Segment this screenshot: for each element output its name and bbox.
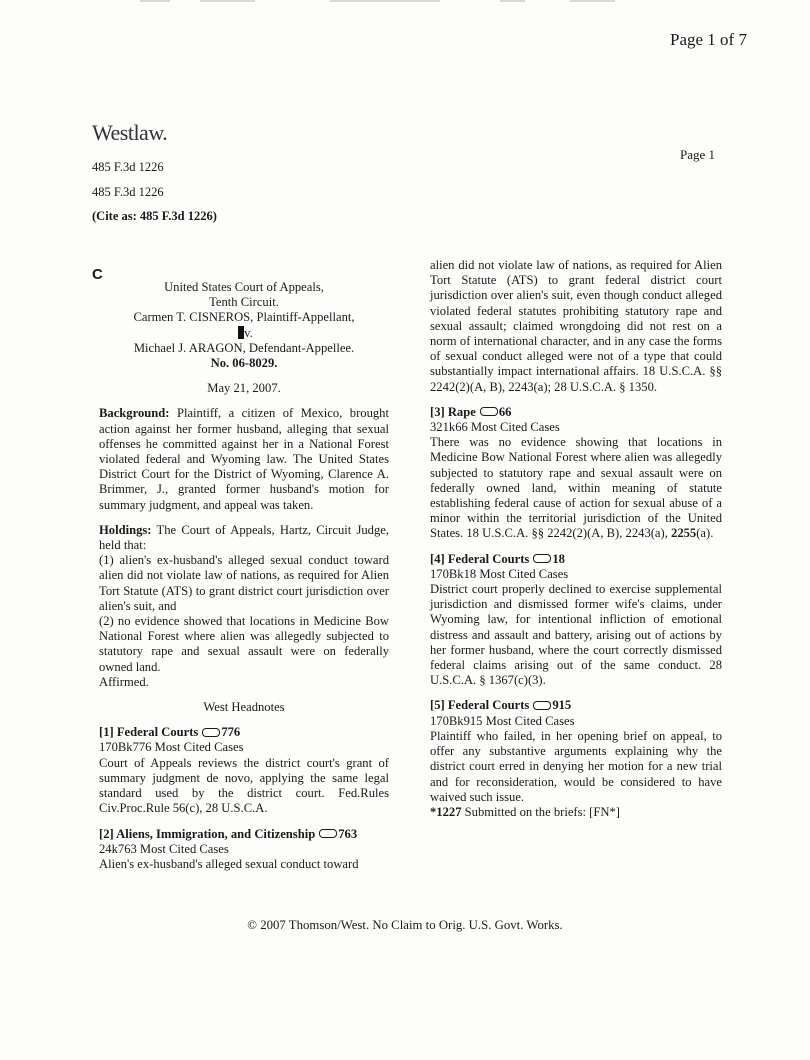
logo-dot: . [162,120,168,145]
headnote-text: Court of Appeals reviews the district court's grant of summary judgment de novo, applying the same legal standard used by the district court. Fed.Rules Civ.Proc.Rule 56(c), 28 U.S.C.A. [99,755,389,816]
headnote [99,827,389,873]
headnote-title[interactable]: [3] Rape 66 [430,404,512,419]
key-number-icon [319,829,337,838]
scan-artifact [500,0,525,2]
holdings-intro: Holdings: The Court of Appeals, Hartz, Circuit Judge, held that: [99,522,390,553]
key-number-icon [533,701,551,710]
key-number-icon [202,728,220,737]
headnote [430,405,722,542]
headnote-text: District court properly declined to exercise supplemental jurisdiction and dismissed former wife's claims, under Wyoming law, for intentional infliction of emotional distress and assault and battery, arising out of actions by her former husband, where the court correctly dismissed federal claims arising out of the same conduct. 28 U.S.C.A. § 1367(c)(3). [430,582,722,688]
headnote-title[interactable]: [5] Federal Courts 915 [430,698,572,713]
holding-item: (2) no evidence showed that locations in Medicine Bow National Forest where alien was allegedly subjected to statutory rape and sexual assault were on federally owned land. [99,614,389,674]
right-column [430,258,722,820]
westlaw-logo [92,120,167,146]
headnote [430,552,722,689]
defendant: Michael J. ARAGON, Defendant-Appellee. [133,340,355,355]
holding-item: (1) alien's ex-husband's alleged sexual conduct toward alien did not violate law of nations, as required for Alien Tort Statute (ATS) to grant district court jurisdiction over alien's suit, and [99,553,389,613]
copyright-footer: © 2007 Thomson/West. No Claim to Orig. U.S. Govt. Works. [247,918,563,932]
star-page: *1227 [430,804,462,819]
left-column [99,280,389,872]
headnote-code: 170Bk915 Most Cited Cases [430,713,575,728]
logo-text: Westlaw [92,120,163,145]
key-number-icon [533,554,551,563]
versus: v. [99,326,389,341]
headnote-text: Alien's ex-husband's alleged sexual conduct toward [99,856,359,871]
plaintiff: Carmen T. CISNEROS, Plaintiff-Appellant, [133,310,355,325]
circuit-name: Tenth Circuit. [209,295,279,310]
headnote-text-continued: alien did not violate law of nations, as required for Alien Tort Statute (ATS) to grant federal district court jurisdiction over alien's suit, even though conduct alleged violated federal statutes prohibiting statutory rape and sexual assault; claimed wrongdoing did not rest on a norm of international character, and in any case the forms of sexual conduct alleged were not of a type that could substantially impact international affairs. 18 U.S.C.A. §§ 2242(2)(A, B), 2243(a); 28 U.S.C.A. § 1350. [430,258,722,394]
scan-artifact [200,0,255,2]
headnote-title[interactable]: [1] Federal Courts 776 [99,725,241,740]
scan-artifact [570,0,615,2]
headnote-code: 170Bk776 Most Cited Cases [99,740,244,755]
citation-line: 485 F.3d 1226 [92,160,164,174]
background-paragraph: Background: Plaintiff, a citizen of Mexico, brought action against her former husband, alleging that sexual offenses he committed against her in a National Forest violated federal and Wyoming law. The United States District Court for the District of Wyoming, Clarence A. Brimmer, J., granted former husband's motion for summary judgment, and appeal was taken. [99,406,389,512]
cite-as: (Cite as: 485 F.3d 1226) [92,209,217,223]
court-name: United States Court of Appeals, [164,280,324,294]
scan-artifact [140,0,170,2]
page-label: Page 1 [680,147,716,162]
headnote-text: There was no evidence showing that locations in Medicine Bow National Forest where alien was allegedly subjected to statutory rape and sexual assault were on federally owned land, within meaning of statute establishing federal cause of action for sexual abuse of a minor within the territorial jurisdiction of the United States. 18 U.S.C.A. §§ 2242(2)(A, B), 2243(a), 2255(a). [430,435,722,541]
headnote [430,698,722,804]
scan-artifact [330,0,440,2]
decision-date: May 21, 2007. [207,381,281,396]
headnotes-heading: West Headnotes [203,700,285,715]
docket-number: No. 06-8029. [210,356,278,371]
key-number-icon [480,407,498,416]
citator-flag-icon: C [92,266,103,283]
headnote-code: 170Bk18 Most Cited Cases [430,566,569,581]
submitted-line: *1227 Submitted on the briefs: [FN*] [430,804,620,819]
headnote-text: Plaintiff who failed, in her opening brief on appeal, to offer any substantive arguments explaining why the district court erred in denying her motion for a new trial and for reconsideration, would be considered to have waived such issue. [430,728,722,804]
citation-line: 485 F.3d 1226 [92,185,164,199]
page-count: Page 1 of 7 [670,30,747,49]
headnote-title[interactable]: [4] Federal Courts 18 [430,551,565,566]
disposition: Affirmed. [99,674,149,689]
headnote-title[interactable]: [2] Aliens, Immigration, and Citizenship 763 [99,826,358,841]
headnote-code: 321k66 Most Cited Cases [430,420,560,435]
headnote [99,725,389,816]
headnote-code: 24k763 Most Cited Cases [99,841,229,856]
